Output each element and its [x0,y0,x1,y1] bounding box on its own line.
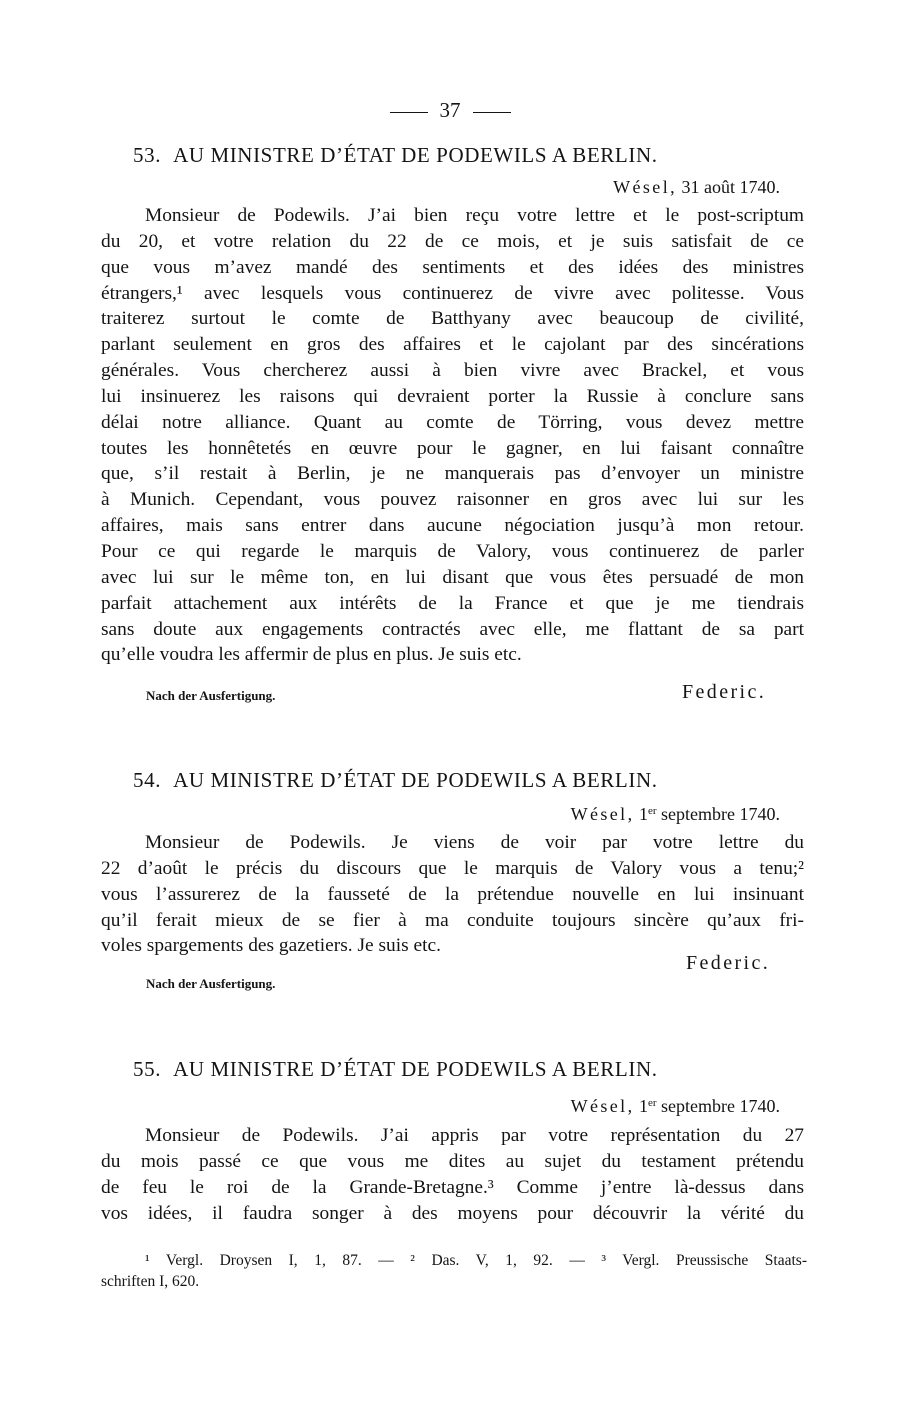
body-line: qu’il ferait mieux de se fier à ma conduite toujours sincère qu’aux fri- [101,909,804,931]
body-line: à Munich. Cependant, vous pouvez raisonner en gros avec lui sur les [101,489,804,511]
letter-54-signature: Federic. [686,952,771,974]
letter-number: 54. [133,768,162,792]
body-line: vous l’assurerez de la fausseté de la prétendue nouvelle en lui insinuant [101,883,804,905]
body-line: parlant seulement en gros des affaires et le cajolant par des sincérations [101,334,804,356]
body-line: sans doute aux engagements contractés avec elle, me flattant de sa part [101,618,804,640]
dateline-day: 1 [638,1096,648,1116]
body-line: traiterez surtout le comte de Batthyany avec beaucoup de civilité, [101,308,804,330]
letter-heading-text: AU MINISTRE D’ÉTAT DE PODEWILS A BERLIN. [173,1057,658,1081]
dateline-date: septembre 1740. [661,804,780,824]
letter-54-heading [133,766,783,794]
body-line: qu’elle voudra les affermir de plus en plus. Je suis etc. [101,644,522,666]
page-number [0,96,900,124]
body-line: Pour ce qui regarde le marquis de Valory, vous continuerez de parler [101,540,804,562]
letter-55-body [101,1123,804,1226]
letter-number: 53. [133,143,162,167]
body-line: vos idées, il faudra songer à des moyens pour découvrir la vérité du [101,1202,804,1224]
body-line: délai notre alliance. Quant au comte de Törring, vous devez mettre [101,411,804,433]
dateline-day: 1 [638,804,648,824]
body-line: du 20, et votre relation du 22 de ce mois, et je suis satisfait de ce [101,230,804,252]
dateline-date: 31 août 1740. [681,177,780,197]
body-line: que vous m’avez mandé des sentiments et des idées des ministres [101,256,804,278]
body-line: avec lui sur le même ton, en lui disant que vous êtes persuadé de mon [101,566,804,588]
letter-55-heading [133,1055,783,1083]
body-line: générales. Vous chercherez aussi à bien vivre avec Brackel, et vous [101,360,804,382]
footnote-line: schriften I, 620. [101,1273,200,1290]
body-line: lui insinuerez les raisons qui devraient porter la Russie à conclure sans [101,385,804,407]
body-line: que, s’il restait à Berlin, je ne manquerais pas d’envoyer un ministre [101,463,804,485]
body-line: voles spargements des gazetiers. Je suis etc. [101,935,441,957]
body-line: Monsieur de Podewils. Je viens de voir par votre lettre du [145,832,804,853]
letter-53-source-note: Nach der Ausfertigung. [146,688,276,703]
body-line: affaires, mais sans entrer dans aucune négociation jusqu’à mon retour. [101,515,804,537]
dateline-place: Wésel, [570,1096,635,1116]
letter-55-dateline [571,1094,780,1118]
body-line: de feu le roi de la Grande-Bretagne.³ Comme j’entre là-dessus dans [101,1176,804,1198]
dateline-date: septembre 1740. [661,1096,780,1116]
page-number-rule-right [473,112,511,113]
letter-54-source-note: Nach der Ausfertigung. [146,976,276,991]
page-number-rule-left [390,112,428,113]
letter-54-body [101,830,804,959]
letter-number: 55. [133,1057,162,1081]
letter-54-dateline [571,802,780,826]
letter-53-body [101,203,804,668]
body-line: toutes les honnêtetés en œuvre pour le gagner, en lui faisant connaître [101,437,804,459]
body-line: parfait attachement aux intérêts de la France et que je me tiendrais [101,592,804,614]
dateline-place: Wésel, [613,177,677,197]
body-line: 22 d’août le précis du discours que le marquis de Valory vous a tenu;² [101,857,804,879]
body-line: du mois passé ce que vous me dites au sujet du testament prétendu [101,1150,804,1172]
dateline-place: Wésel, [570,804,635,824]
page-number-text: 37 [439,98,461,122]
body-line: Monsieur de Podewils. J’ai appris par votre représentation du 27 [145,1125,804,1146]
letter-heading-text: AU MINISTRE D’ÉTAT DE PODEWILS A BERLIN. [173,143,658,167]
body-line: étrangers,¹ avec lesquels vous continuerez de vivre avec politesse. Vous [101,282,804,304]
letter-heading-text: AU MINISTRE D’ÉTAT DE PODEWILS A BERLIN. [173,768,658,792]
body-line: Monsieur de Podewils. J’ai bien reçu votre lettre et le post-scriptum [145,205,804,226]
letter-53-dateline [613,175,780,199]
dateline-day-suffix: er [647,805,657,817]
footnotes [101,1250,807,1292]
letter-53-heading [133,141,783,169]
footnote-line: ¹ Vergl. Droysen I, 1, 87. — ² Das. V, 1, 92. — ³ Vergl. Preussische Staats- [145,1252,807,1269]
dateline-day-suffix: er [647,1097,657,1109]
letter-53-signature: Federic. [682,681,767,703]
